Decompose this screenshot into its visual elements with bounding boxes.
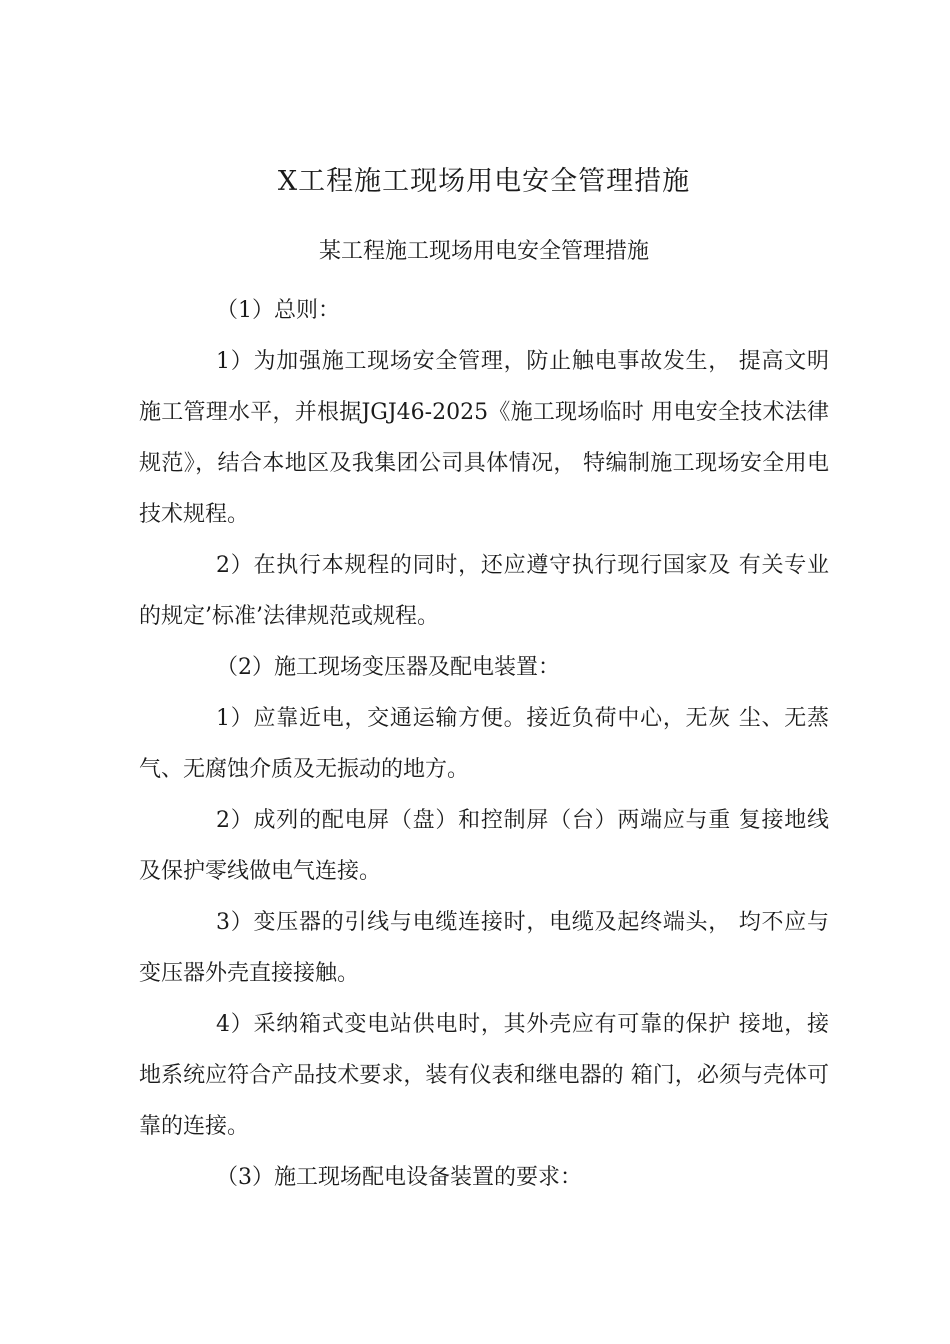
section-heading-general: （1）总则：: [216, 298, 340, 323]
document-body: [139, 285, 829, 1203]
paragraph-transformer-4: 4）采纳箱式变电站供电时，其外壳应有可靠的保护 接地，接地系统应符合产品技术要求，装有仪表和继电器的 箱门，必须与壳体可靠的连接。: [139, 1012, 829, 1139]
document-title: X工程施工现场用电安全管理措施: [277, 166, 691, 197]
paragraph-transformer-3: 3）变压器的引线与电缆连接时，电缆及起终端头， 均不应与变压器外壳直接接触。: [139, 910, 829, 986]
section-heading-transformer: （2）施工现场变压器及配电装置：: [216, 655, 560, 680]
paragraph-general-2: 2）在执行本规程的同时，还应遵守执行现行国家及 有关专业的规定’标准’法律规范或规程。: [139, 553, 829, 629]
section-heading-distribution: （3）施工现场配电设备装置的要求：: [216, 1165, 582, 1190]
paragraph-transformer-2: 2）成列的配电屏（盘）和控制屏（台）两端应与重 复接地线及保护零线做电气连接。: [139, 808, 829, 884]
document-subtitle: 某工程施工现场用电安全管理措施: [318, 239, 649, 264]
paragraph-transformer-1: 1）应靠近电，交通运输方便。接近负荷中心，无灰 尘、无蒸气、无腐蚀介质及无振动的地方。: [139, 706, 829, 782]
paragraph-general-1: 1）为加强施工现场安全管理，防止触电事故发生， 提高文明施工管理水平，并根据JGJ46-2025《施工现场临时 用电安全技术法律规范》，结合本地区及我集团公司具体情况， 特编制施工现场安全用电技术规程。: [139, 349, 829, 527]
